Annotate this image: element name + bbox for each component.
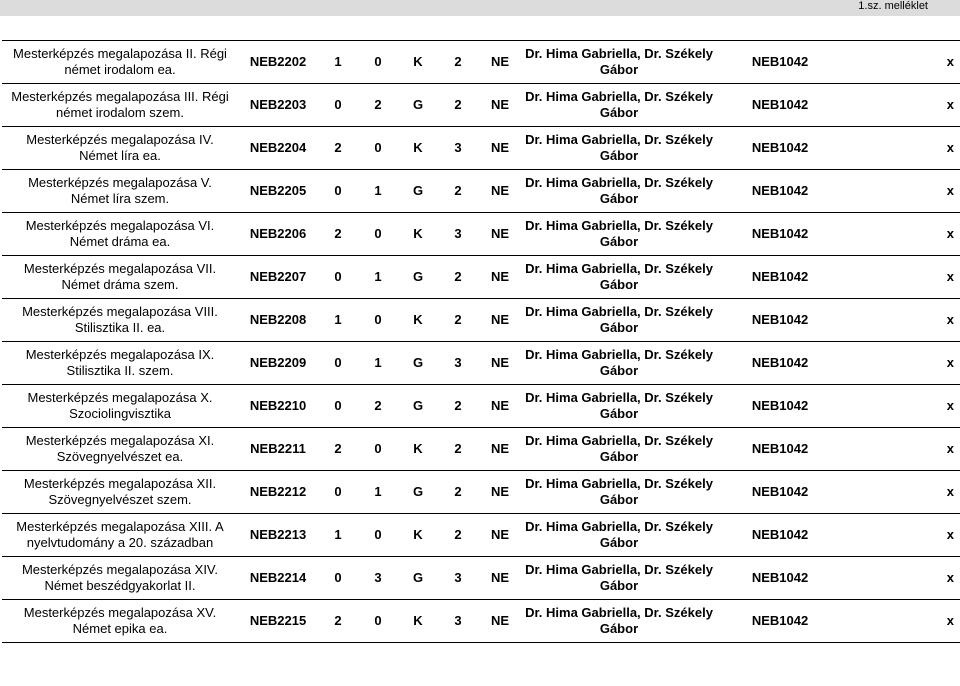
mark-cell: x xyxy=(844,428,960,471)
table-row xyxy=(2,557,960,600)
seminar-hours-cell: 3 xyxy=(358,557,398,600)
teacher-cell: Dr. Hima Gabriella, Dr. Székely Gábor xyxy=(522,84,716,127)
lecture-hours-cell: 2 xyxy=(318,213,358,256)
lecture-hours-cell: 0 xyxy=(318,557,358,600)
exam-code-cell: NE xyxy=(478,385,522,428)
lecture-hours-cell: 0 xyxy=(318,342,358,385)
page-header-bar xyxy=(0,0,960,16)
mark-cell: x xyxy=(844,127,960,170)
prerequisite-code-cell: NEB1042 xyxy=(716,256,844,299)
mark-cell: x xyxy=(844,557,960,600)
mark-cell: x xyxy=(844,299,960,342)
table-row xyxy=(2,342,960,385)
seminar-hours-cell: 0 xyxy=(358,600,398,643)
credit-cell: 2 xyxy=(438,41,478,84)
credit-cell: 3 xyxy=(438,213,478,256)
exam-code-cell: NE xyxy=(478,557,522,600)
exam-code-cell: NE xyxy=(478,600,522,643)
exam-code-cell: NE xyxy=(478,342,522,385)
table-row xyxy=(2,428,960,471)
course-name-cell: Mesterképzés megalapozása VIII. Stilisztika II. ea. xyxy=(2,299,238,342)
mark-cell: x xyxy=(844,84,960,127)
course-name-cell: Mesterképzés megalapozása VI. Német dráma ea. xyxy=(2,213,238,256)
prerequisite-code-cell: NEB1042 xyxy=(716,299,844,342)
assessment-type-cell: K xyxy=(398,127,438,170)
teacher-cell: Dr. Hima Gabriella, Dr. Székely Gábor xyxy=(522,213,716,256)
course-code-cell: NEB2207 xyxy=(238,256,318,299)
exam-code-cell: NE xyxy=(478,213,522,256)
prerequisite-code-cell: NEB1042 xyxy=(716,514,844,557)
mark-cell: x xyxy=(844,213,960,256)
credit-cell: 2 xyxy=(438,428,478,471)
table-row xyxy=(2,84,960,127)
lecture-hours-cell: 0 xyxy=(318,385,358,428)
table-row xyxy=(2,256,960,299)
credit-cell: 2 xyxy=(438,170,478,213)
mark-cell: x xyxy=(844,385,960,428)
exam-code-cell: NE xyxy=(478,514,522,557)
mark-cell: x xyxy=(844,342,960,385)
teacher-cell: Dr. Hima Gabriella, Dr. Székely Gábor xyxy=(522,170,716,213)
assessment-type-cell: G xyxy=(398,256,438,299)
course-name-cell: Mesterképzés megalapozása II. Régi német irodalom ea. xyxy=(2,41,238,84)
table-row xyxy=(2,213,960,256)
course-code-cell: NEB2212 xyxy=(238,471,318,514)
lecture-hours-cell: 1 xyxy=(318,41,358,84)
exam-code-cell: NE xyxy=(478,471,522,514)
course-name-cell: Mesterképzés megalapozása XIII. A nyelvtudomány a 20. században xyxy=(2,514,238,557)
course-name-cell: Mesterképzés megalapozása VII. Német dráma szem. xyxy=(2,256,238,299)
table-row xyxy=(2,41,960,84)
assessment-type-cell: G xyxy=(398,342,438,385)
mark-cell: x xyxy=(844,471,960,514)
seminar-hours-cell: 1 xyxy=(358,342,398,385)
course-code-cell: NEB2215 xyxy=(238,600,318,643)
exam-code-cell: NE xyxy=(478,84,522,127)
course-code-cell: NEB2202 xyxy=(238,41,318,84)
course-name-cell: Mesterképzés megalapozása III. Régi német irodalom szem. xyxy=(2,84,238,127)
assessment-type-cell: G xyxy=(398,385,438,428)
assessment-type-cell: K xyxy=(398,600,438,643)
teacher-cell: Dr. Hima Gabriella, Dr. Székely Gábor xyxy=(522,127,716,170)
mark-cell: x xyxy=(844,600,960,643)
course-name-cell: Mesterképzés megalapozása XI. Szövegnyelvészet ea. xyxy=(2,428,238,471)
assessment-type-cell: G xyxy=(398,471,438,514)
course-code-cell: NEB2206 xyxy=(238,213,318,256)
mark-cell: x xyxy=(844,514,960,557)
teacher-cell: Dr. Hima Gabriella, Dr. Székely Gábor xyxy=(522,299,716,342)
seminar-hours-cell: 1 xyxy=(358,471,398,514)
prerequisite-code-cell: NEB1042 xyxy=(716,41,844,84)
course-name-cell: Mesterképzés megalapozása XII. Szövegnyelvészet szem. xyxy=(2,471,238,514)
assessment-type-cell: G xyxy=(398,557,438,600)
mark-cell: x xyxy=(844,170,960,213)
seminar-hours-cell: 0 xyxy=(358,41,398,84)
prerequisite-code-cell: NEB1042 xyxy=(716,557,844,600)
course-name-cell: Mesterképzés megalapozása V. Német líra szem. xyxy=(2,170,238,213)
appendix-label: 1.sz. melléklet xyxy=(858,0,928,12)
course-code-cell: NEB2203 xyxy=(238,84,318,127)
credit-cell: 3 xyxy=(438,127,478,170)
seminar-hours-cell: 2 xyxy=(358,385,398,428)
prerequisite-code-cell: NEB1042 xyxy=(716,471,844,514)
credit-cell: 2 xyxy=(438,385,478,428)
seminar-hours-cell: 0 xyxy=(358,299,398,342)
lecture-hours-cell: 0 xyxy=(318,84,358,127)
teacher-cell: Dr. Hima Gabriella, Dr. Székely Gábor xyxy=(522,256,716,299)
table-row xyxy=(2,471,960,514)
prerequisite-code-cell: NEB1042 xyxy=(716,600,844,643)
assessment-type-cell: K xyxy=(398,514,438,557)
credit-cell: 3 xyxy=(438,342,478,385)
course-name-cell: Mesterképzés megalapozása X. Szociolingvisztika xyxy=(2,385,238,428)
table-row xyxy=(2,127,960,170)
teacher-cell: Dr. Hima Gabriella, Dr. Székely Gábor xyxy=(522,385,716,428)
credit-cell: 2 xyxy=(438,299,478,342)
table-row xyxy=(2,514,960,557)
lecture-hours-cell: 0 xyxy=(318,256,358,299)
teacher-cell: Dr. Hima Gabriella, Dr. Székely Gábor xyxy=(522,41,716,84)
course-code-cell: NEB2204 xyxy=(238,127,318,170)
exam-code-cell: NE xyxy=(478,170,522,213)
assessment-type-cell: K xyxy=(398,213,438,256)
credit-cell: 3 xyxy=(438,557,478,600)
table-row xyxy=(2,385,960,428)
seminar-hours-cell: 2 xyxy=(358,84,398,127)
table-row xyxy=(2,170,960,213)
exam-code-cell: NE xyxy=(478,41,522,84)
prerequisite-code-cell: NEB1042 xyxy=(716,127,844,170)
seminar-hours-cell: 0 xyxy=(358,127,398,170)
course-table xyxy=(2,40,960,643)
seminar-hours-cell: 0 xyxy=(358,428,398,471)
mark-cell: x xyxy=(844,41,960,84)
course-code-cell: NEB2213 xyxy=(238,514,318,557)
course-name-cell: Mesterképzés megalapozása IX. Stilisztika II. szem. xyxy=(2,342,238,385)
course-code-cell: NEB2210 xyxy=(238,385,318,428)
assessment-type-cell: G xyxy=(398,170,438,213)
course-code-cell: NEB2211 xyxy=(238,428,318,471)
assessment-type-cell: K xyxy=(398,428,438,471)
teacher-cell: Dr. Hima Gabriella, Dr. Székely Gábor xyxy=(522,428,716,471)
assessment-type-cell: G xyxy=(398,84,438,127)
seminar-hours-cell: 1 xyxy=(358,170,398,213)
exam-code-cell: NE xyxy=(478,256,522,299)
credit-cell: 2 xyxy=(438,256,478,299)
teacher-cell: Dr. Hima Gabriella, Dr. Székely Gábor xyxy=(522,600,716,643)
lecture-hours-cell: 0 xyxy=(318,170,358,213)
credit-cell: 2 xyxy=(438,514,478,557)
exam-code-cell: NE xyxy=(478,127,522,170)
prerequisite-code-cell: NEB1042 xyxy=(716,213,844,256)
lecture-hours-cell: 2 xyxy=(318,600,358,643)
credit-cell: 2 xyxy=(438,84,478,127)
seminar-hours-cell: 1 xyxy=(358,256,398,299)
course-code-cell: NEB2209 xyxy=(238,342,318,385)
prerequisite-code-cell: NEB1042 xyxy=(716,170,844,213)
exam-code-cell: NE xyxy=(478,428,522,471)
credit-cell: 3 xyxy=(438,600,478,643)
exam-code-cell: NE xyxy=(478,299,522,342)
teacher-cell: Dr. Hima Gabriella, Dr. Székely Gábor xyxy=(522,471,716,514)
course-code-cell: NEB2214 xyxy=(238,557,318,600)
prerequisite-code-cell: NEB1042 xyxy=(716,84,844,127)
prerequisite-code-cell: NEB1042 xyxy=(716,385,844,428)
lecture-hours-cell: 1 xyxy=(318,299,358,342)
teacher-cell: Dr. Hima Gabriella, Dr. Székely Gábor xyxy=(522,557,716,600)
mark-cell: x xyxy=(844,256,960,299)
seminar-hours-cell: 0 xyxy=(358,514,398,557)
course-code-cell: NEB2208 xyxy=(238,299,318,342)
prerequisite-code-cell: NEB1042 xyxy=(716,428,844,471)
course-table-body xyxy=(2,41,960,643)
assessment-type-cell: K xyxy=(398,41,438,84)
credit-cell: 2 xyxy=(438,471,478,514)
table-row xyxy=(2,600,960,643)
teacher-cell: Dr. Hima Gabriella, Dr. Székely Gábor xyxy=(522,514,716,557)
lecture-hours-cell: 1 xyxy=(318,514,358,557)
lecture-hours-cell: 2 xyxy=(318,127,358,170)
prerequisite-code-cell: NEB1042 xyxy=(716,342,844,385)
table-row xyxy=(2,299,960,342)
course-code-cell: NEB2205 xyxy=(238,170,318,213)
course-name-cell: Mesterképzés megalapozása XIV. Német beszédgyakorlat II. xyxy=(2,557,238,600)
assessment-type-cell: K xyxy=(398,299,438,342)
lecture-hours-cell: 2 xyxy=(318,428,358,471)
teacher-cell: Dr. Hima Gabriella, Dr. Székely Gábor xyxy=(522,342,716,385)
course-name-cell: Mesterképzés megalapozása XV. Német epika ea. xyxy=(2,600,238,643)
seminar-hours-cell: 0 xyxy=(358,213,398,256)
course-name-cell: Mesterképzés megalapozása IV. Német líra ea. xyxy=(2,127,238,170)
lecture-hours-cell: 0 xyxy=(318,471,358,514)
